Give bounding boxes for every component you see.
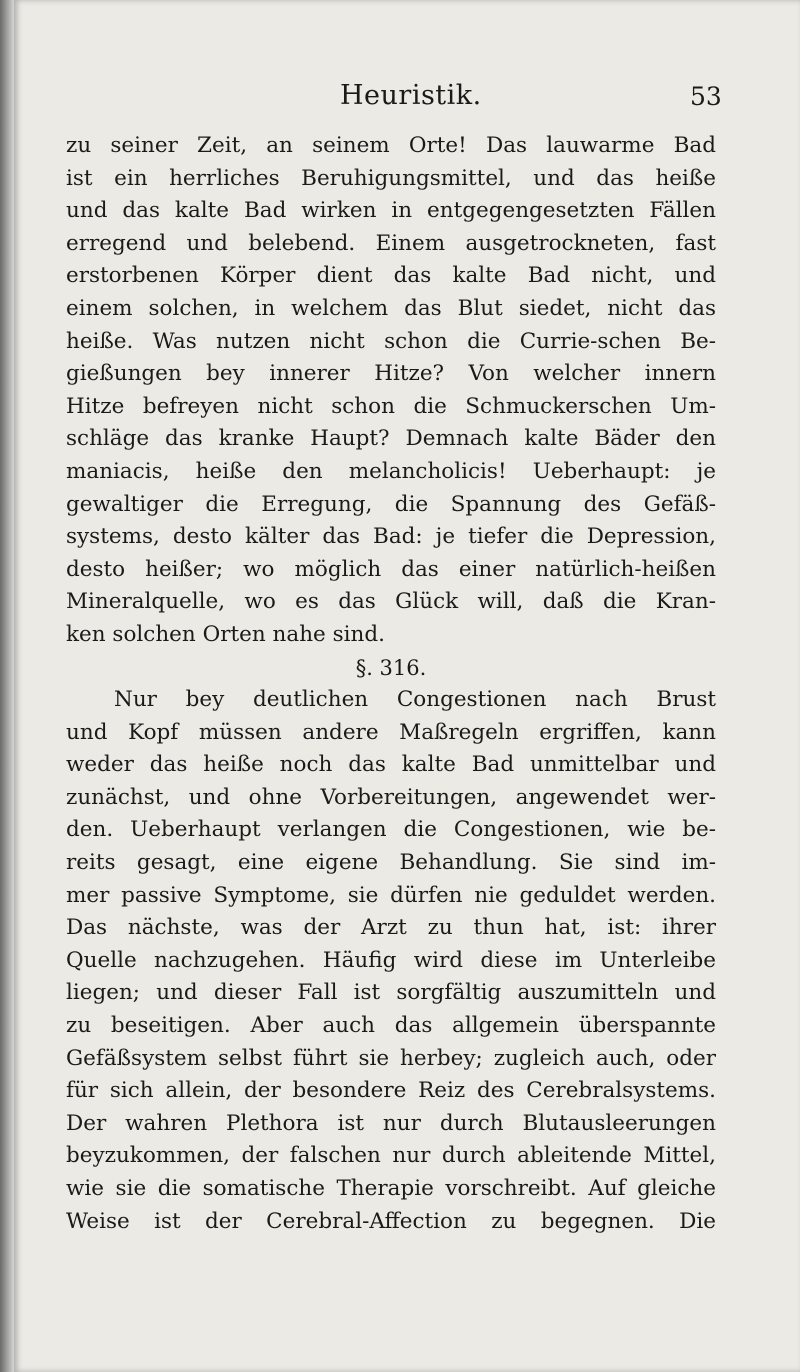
- text-line: gießungen bey innerer Hitze? Von welcher innern: [66, 361, 716, 387]
- text-line: reits gesagt, eine eigene Behandlung. Sie sind im-: [66, 850, 716, 876]
- page-header: [14, 76, 800, 116]
- book-page: [14, 0, 800, 1372]
- text-line: desto heißer; wo möglich das einer natürlich-heißen: [66, 556, 716, 582]
- text-line: mer passive Symptome, sie dürfen nie geduldet werden.: [66, 882, 716, 908]
- scan-binding-edge: [0, 0, 14, 1372]
- text-line-paragraph-start: Nur bey deutlichen Congestionen nach Brust: [114, 687, 716, 713]
- text-line: systems, desto kälter das Bad: je tiefer die Depression,: [66, 524, 716, 550]
- text-line: heiße. Was nutzen nicht schon die Currie-schen Be-: [66, 328, 716, 354]
- text-line: weder das heiße noch das kalte Bad unmittelbar und: [66, 752, 716, 778]
- page-number: 53: [690, 82, 722, 111]
- section-heading: §. 316.: [355, 655, 427, 680]
- text-line: ist ein herrliches Beruhigungsmittel, und das heiße: [66, 165, 716, 191]
- text-line: für sich allein, der besondere Reiz des Cerebralsystems.: [66, 1078, 716, 1104]
- running-head: Heuristik.: [340, 80, 482, 111]
- text-line: Quelle nachzugehen. Häufig wird diese im Unterleibe: [66, 947, 716, 973]
- text-line: einem solchen, in welchem das Blut siedet, nicht das: [66, 295, 716, 321]
- text-line: den. Ueberhaupt verlangen die Congestionen, wie be-: [66, 817, 716, 843]
- text-line: gewaltiger die Erregung, die Spannung des Gefäß-: [66, 491, 716, 517]
- text-line: erregend und belebend. Einem ausgetrockneten, fast: [66, 230, 716, 256]
- text-line: maniacis, heiße den melancholicis! Ueberhaupt: je: [66, 458, 716, 484]
- text-line: liegen; und dieser Fall ist sorgfältig auszumitteln und: [66, 980, 716, 1006]
- text-line: und Kopf müssen andere Maßregeln ergriffen, kann: [66, 719, 716, 745]
- text-line: und das kalte Bad wirken in entgegengesetzten Fällen: [66, 198, 716, 224]
- text-line: Gefäßsystem selbst führt sie herbey; zugleich auch, oder: [66, 1045, 716, 1071]
- body-text: [66, 130, 716, 1238]
- text-line: Hitze befreyen nicht schon die Schmuckerschen Um-: [66, 393, 716, 419]
- text-line-paragraph-end: ken solchen Orten nahe sind.: [66, 621, 385, 647]
- text-line: Weise ist der Cerebral-Affection zu begegnen. Die: [66, 1208, 716, 1234]
- text-line: erstorbenen Körper dient das kalte Bad nicht, und: [66, 263, 716, 289]
- text-line: schläge das kranke Haupt? Demnach kalte Bäder den: [66, 426, 716, 452]
- text-line: zu seiner Zeit, an seinem Orte! Das lauwarme Bad: [66, 133, 716, 158]
- text-line: zunächst, und ohne Vorbereitungen, angewendet wer-: [66, 784, 716, 810]
- text-line: beyzukommen, der falschen nur durch ableitende Mittel,: [66, 1143, 716, 1169]
- text-line: Das nächste, was der Arzt zu thun hat, ist: ihrer: [66, 915, 716, 941]
- text-line: wie sie die somatische Therapie vorschreibt. Auf gleiche: [66, 1176, 716, 1201]
- text-line: Mineralquelle, wo es das Glück will, daß die Kran-: [66, 589, 716, 615]
- text-line: Der wahren Plethora ist nur durch Blutausleerungen: [66, 1110, 716, 1136]
- text-line: zu beseitigen. Aber auch das allgemein überspannte: [66, 1013, 716, 1039]
